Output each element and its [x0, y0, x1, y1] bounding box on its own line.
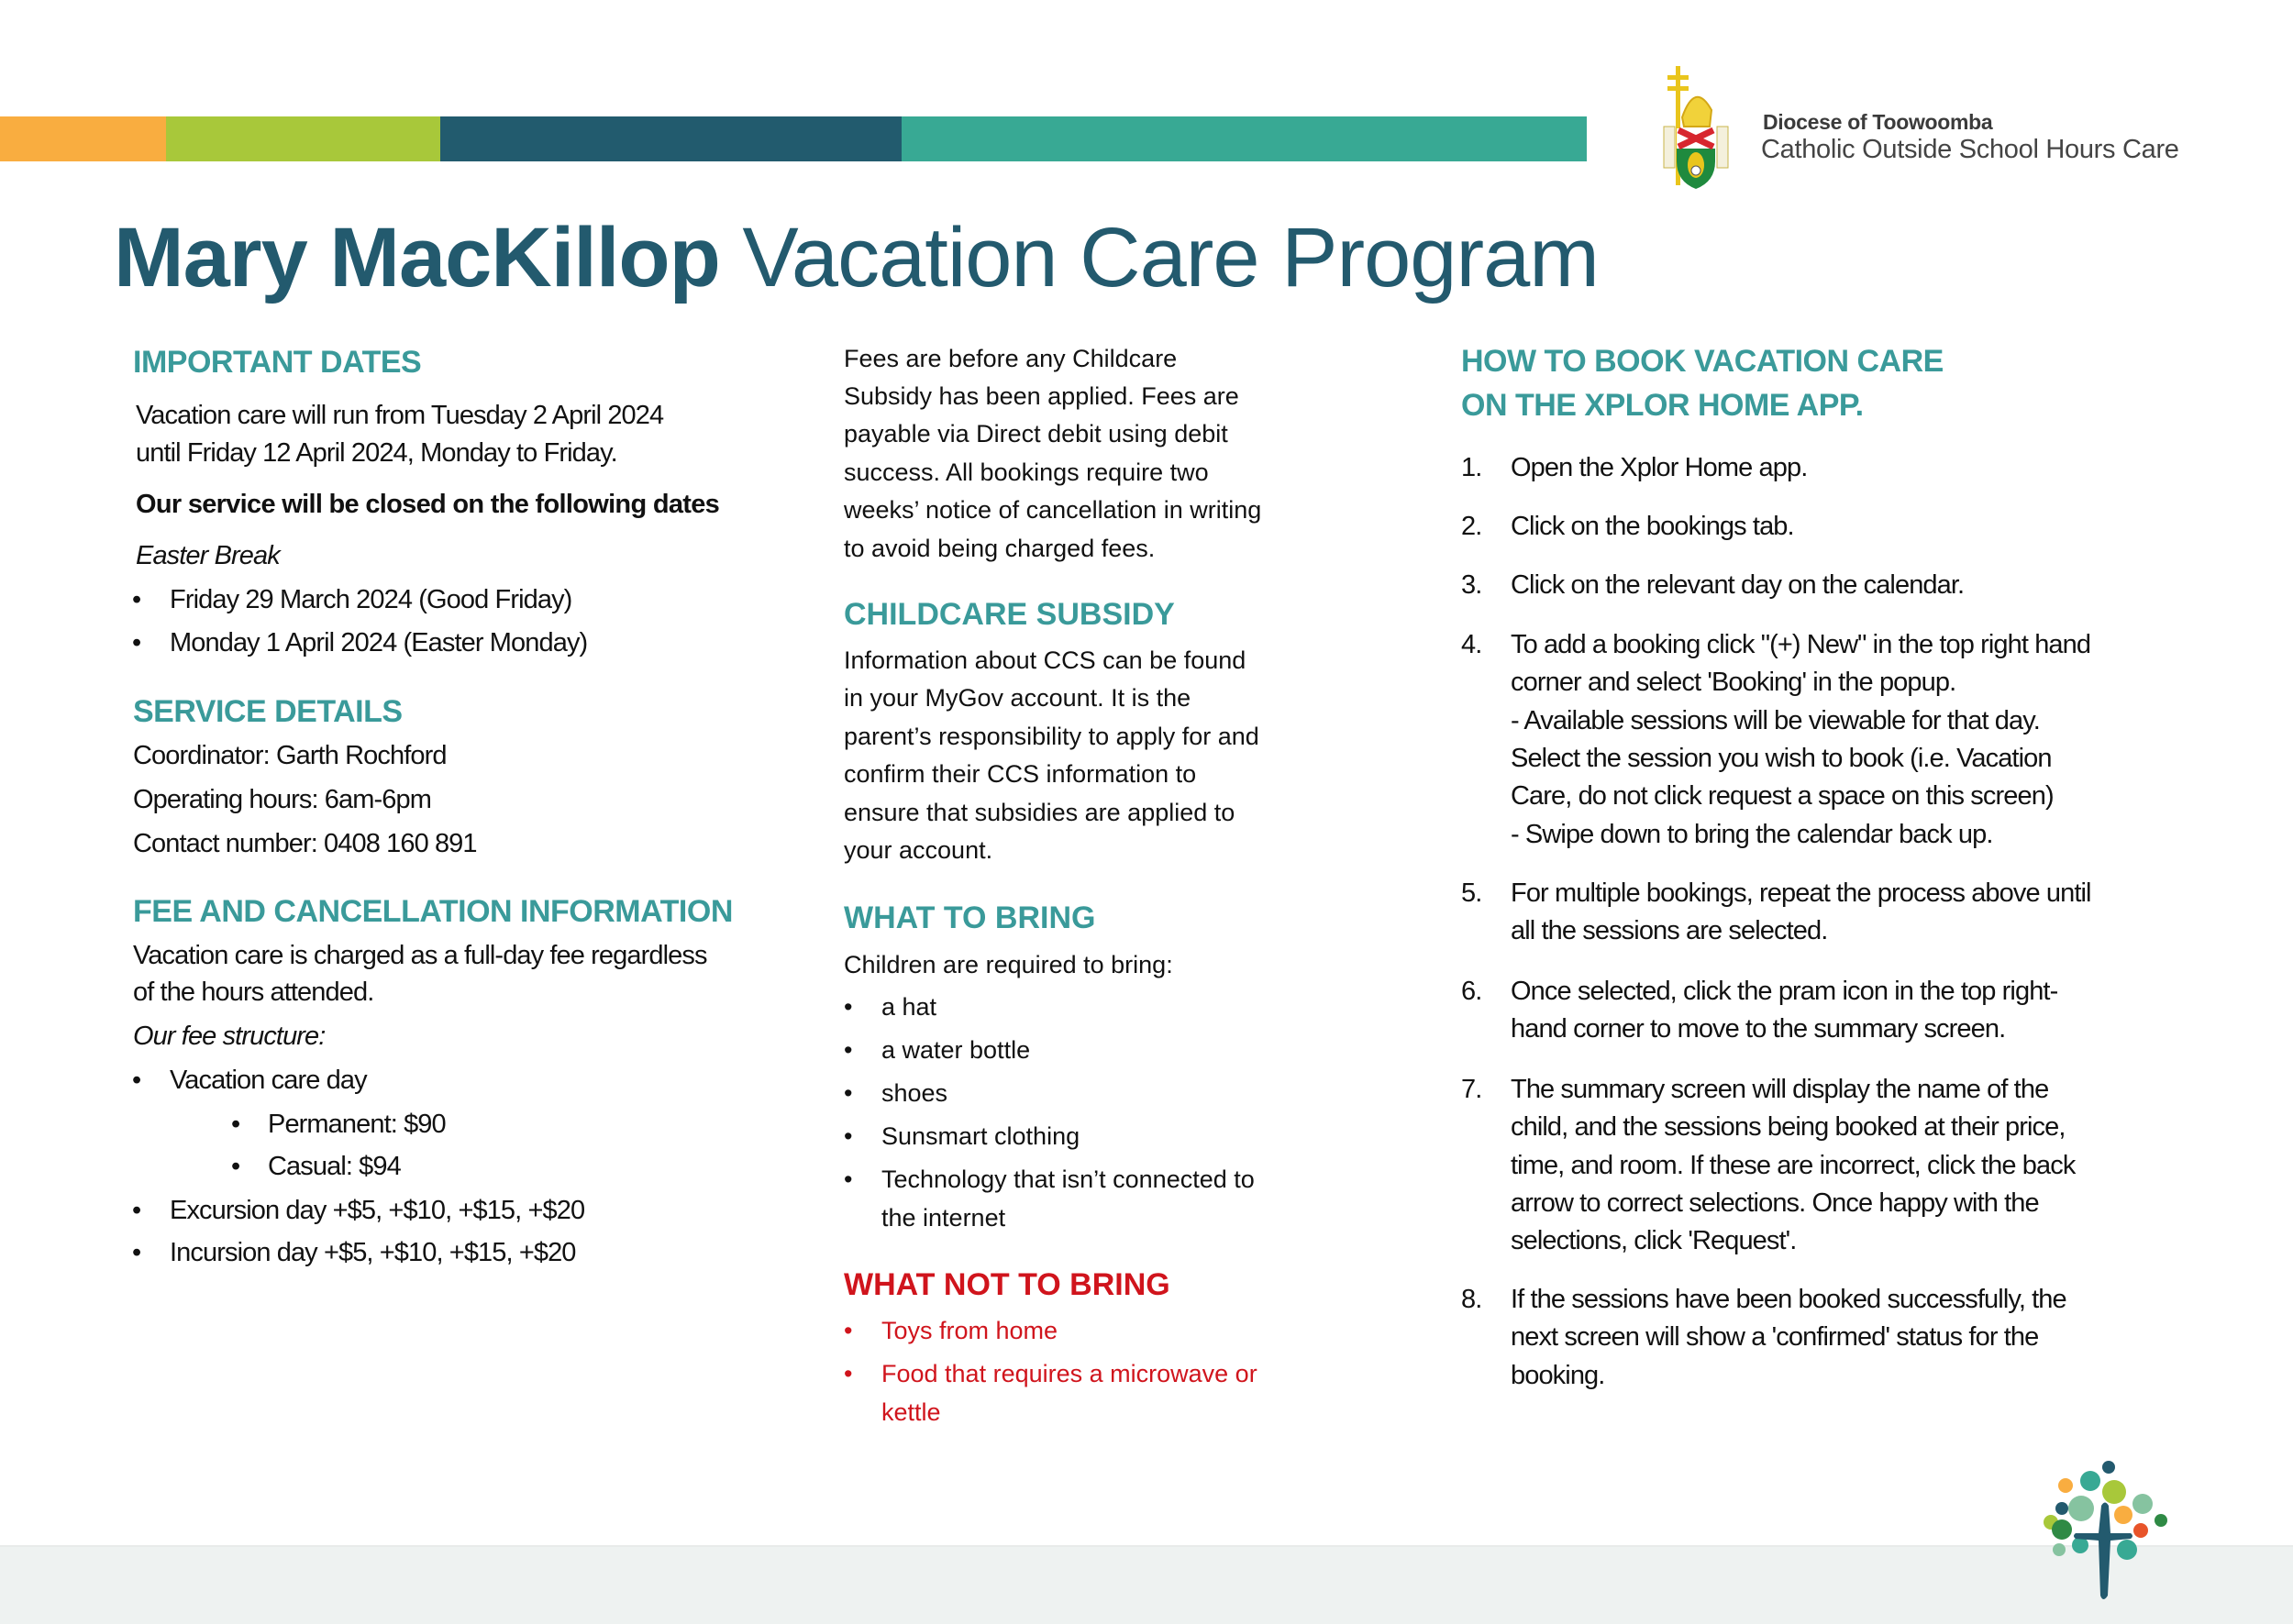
step-text: Click on the bookings tab.	[1511, 512, 1794, 541]
heading-what-not-to-bring: WHAT NOT TO BRING	[844, 1267, 1170, 1302]
fees-continued: weeks’ notice of cancellation in writing	[844, 496, 1262, 524]
step-text: child, and the sessions being booked at their price,	[1511, 1112, 2066, 1143]
step-text: The summary screen will display the name of the	[1511, 1075, 2049, 1104]
logo-subtitle: Catholic Outside School Hours Care	[1761, 135, 2179, 164]
bullet-icon: •	[231, 1152, 240, 1181]
fee-structure-label: Our fee structure:	[133, 1022, 326, 1051]
subsidy-line: ensure that subsidies are applied to	[844, 799, 1235, 826]
bring-item: a water bottle	[881, 1036, 1031, 1064]
closed-date: Friday 29 March 2024 (Good Friday)	[170, 585, 572, 614]
heading-fees: FEE AND CANCELLATION INFORMATION	[133, 894, 733, 929]
page-title	[114, 207, 1599, 308]
tree-cross-icon	[2044, 1458, 2181, 1605]
subsidy-line: Information about CCS can be found	[844, 646, 1246, 674]
not-bring-item: Toys from home	[881, 1317, 1058, 1344]
color-bar-orange	[0, 116, 166, 161]
not-bring-item: Food that requires a microwave or	[881, 1360, 1257, 1387]
contact-number: Contact number: 0408 160 891	[133, 829, 477, 858]
fee-sub-item: Casual: $94	[268, 1152, 401, 1181]
step-text: For multiple bookings, repeat the process above until	[1511, 878, 2091, 908]
step-text: corner and select 'Booking' in the popup.	[1511, 668, 1956, 698]
color-bar-teal	[902, 116, 1587, 161]
coat-of-arms-icon	[1658, 62, 1734, 195]
step-text: Care, do not click request a space on this screen)	[1511, 781, 2054, 812]
bullet-icon: •	[844, 1360, 853, 1387]
bullet-icon: •	[132, 1196, 141, 1225]
footer-band	[0, 1545, 2293, 1624]
step-text: - Available sessions will be viewable for that day.	[1511, 705, 2040, 735]
bring-item-continued: the internet	[881, 1204, 1006, 1232]
bring-item: Technology that isn’t connected to	[881, 1166, 1255, 1193]
step-text: arrow to correct selections. Once happy with the	[1511, 1188, 2039, 1218]
subsidy-line: confirm their CCS information to	[844, 760, 1197, 788]
bullet-icon: •	[844, 1166, 853, 1193]
bullet-icon: •	[844, 1036, 853, 1064]
fees-continued: payable via Direct debit using debit	[844, 420, 1228, 447]
color-bar-dark-teal	[440, 116, 902, 161]
step-text: selections, click 'Request'.	[1511, 1226, 1797, 1256]
step-number: 8.	[1461, 1285, 1482, 1314]
step-text: Select the session you wish to book (i.e. Vacation	[1511, 743, 2052, 773]
closed-date: Monday 1 April 2024 (Easter Monday)	[170, 628, 588, 657]
step-text: Once selected, click the pram icon in the top right-	[1511, 977, 2058, 1006]
step-text: To add a booking click "(+) New" in the top right hand	[1511, 630, 2091, 659]
bullet-icon: •	[231, 1110, 240, 1139]
fee-item: Incursion day +$5, +$10, +$15, +$20	[170, 1238, 576, 1267]
step-number: 7.	[1461, 1075, 1482, 1104]
step-number: 1.	[1461, 453, 1482, 482]
closed-heading: Our service will be closed on the following dates	[136, 490, 720, 519]
dates-line: Vacation care will run from Tuesday 2 April 2024	[136, 401, 664, 430]
fees-line: of the hours attended.	[133, 978, 374, 1007]
heading-service-details: SERVICE DETAILS	[133, 694, 403, 729]
fees-continued: Subsidy has been applied. Fees are	[844, 382, 1239, 410]
fee-item: Vacation care day	[170, 1066, 367, 1095]
step-text: Click on the relevant day on the calendar.	[1511, 570, 1965, 600]
heading-childcare-subsidy: CHILDCARE SUBSIDY	[844, 597, 1175, 632]
bring-item: Sunsmart clothing	[881, 1122, 1080, 1150]
title-regular: Vacation Care Program	[719, 211, 1599, 304]
subsidy-line: parent’s responsibility to apply for and	[844, 723, 1259, 750]
step-text: booking.	[1511, 1360, 1605, 1390]
step-text: next screen will show a 'confirmed' status for the	[1511, 1322, 2039, 1353]
step-number: 4.	[1461, 630, 1482, 659]
step-text: time, and room. If these are incorrect, click the back	[1511, 1150, 2076, 1180]
step-number: 5.	[1461, 878, 1482, 908]
heading-important-dates: IMPORTANT DATES	[133, 345, 422, 380]
step-text: all the sessions are selected.	[1511, 916, 1828, 946]
fee-sub-item: Permanent: $90	[268, 1110, 446, 1139]
bring-item: shoes	[881, 1079, 948, 1107]
fees-line: Vacation care is charged as a full-day fee regardless	[133, 941, 707, 970]
fees-continued: Fees are before any Childcare	[844, 345, 1178, 372]
coordinator: Coordinator: Garth Rochford	[133, 741, 447, 770]
step-number: 2.	[1461, 512, 1482, 541]
heading-how-to-book: HOW TO BOOK VACATION CARE	[1461, 344, 1944, 379]
bring-intro: Children are required to bring:	[844, 951, 1173, 978]
easter-break-label: Easter Break	[136, 541, 280, 570]
bullet-icon: •	[132, 628, 141, 657]
color-bar-green	[166, 116, 440, 161]
step-text: hand corner to move to the summary screen.	[1511, 1014, 2006, 1044]
heading-what-to-bring: WHAT TO BRING	[844, 900, 1096, 935]
step-text: - Swipe down to bring the calendar back up.	[1511, 819, 1993, 849]
heading-how-to-book-2: ON THE XPLOR HOME APP.	[1461, 388, 1864, 423]
step-text: Open the Xplor Home app.	[1511, 453, 1808, 482]
logo-diocese: Diocese of Toowoomba	[1763, 110, 1993, 134]
not-bring-item-continued: kettle	[881, 1398, 941, 1426]
bullet-icon: •	[844, 1079, 853, 1107]
subsidy-line: in your MyGov account. It is the	[844, 684, 1191, 712]
bullet-icon: •	[844, 1317, 853, 1344]
bullet-icon: •	[844, 1122, 853, 1150]
dates-line: until Friday 12 April 2024, Monday to Friday.	[136, 438, 617, 468]
step-number: 6.	[1461, 977, 1482, 1006]
fee-item: Excursion day +$5, +$10, +$15, +$20	[170, 1196, 585, 1225]
bullet-icon: •	[132, 585, 141, 614]
fees-continued: to avoid being charged fees.	[844, 535, 1156, 562]
fees-continued: success. All bookings require two	[844, 458, 1209, 486]
operating-hours: Operating hours: 6am-6pm	[133, 785, 431, 814]
bullet-icon: •	[844, 993, 853, 1021]
subsidy-line: your account.	[844, 836, 993, 864]
step-number: 3.	[1461, 570, 1482, 600]
bullet-icon: •	[132, 1238, 141, 1267]
bring-item: a hat	[881, 993, 937, 1021]
bullet-icon: •	[132, 1066, 141, 1095]
step-text: If the sessions have been booked successfully, the	[1511, 1285, 2066, 1314]
title-bold: Mary MacKillop	[114, 211, 720, 304]
